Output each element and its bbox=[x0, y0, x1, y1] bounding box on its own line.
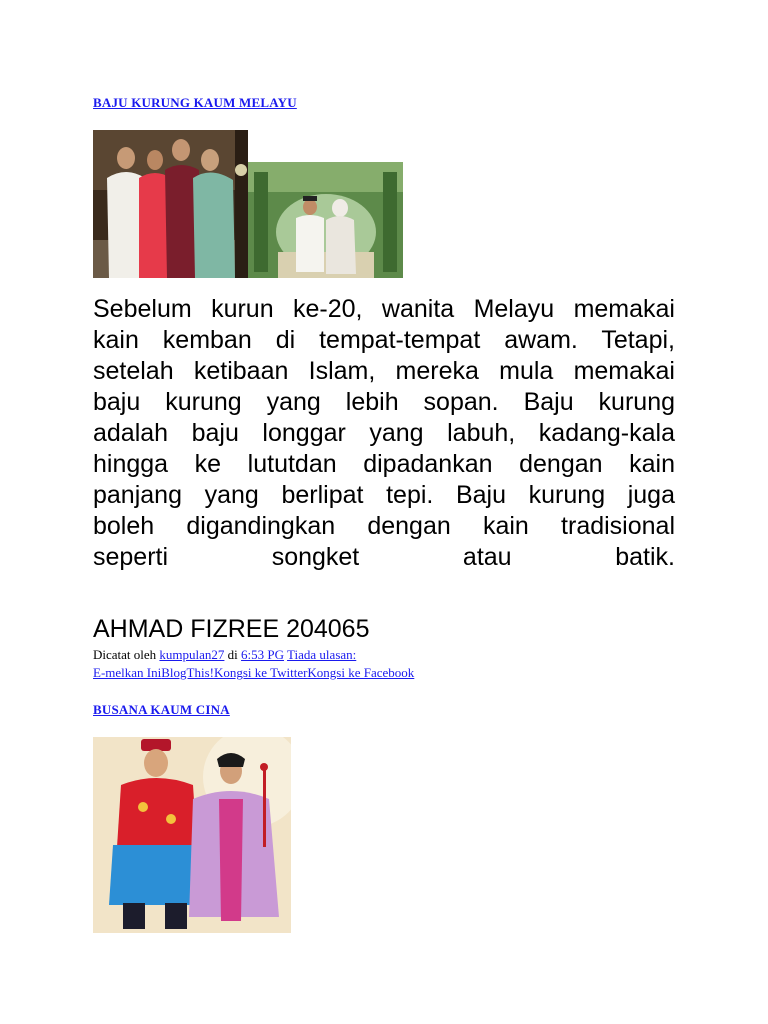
heading-busana-cina[interactable]: BUSANA KAUM CINA bbox=[93, 702, 230, 717]
paragraph-line: Sebelum kurun ke-20, wanita Melayu memakai bbox=[93, 295, 675, 323]
paragraph-line: adalah baju longgar yang labuh, kadang-kala bbox=[93, 419, 675, 447]
at-label: di bbox=[227, 647, 238, 662]
author-link[interactable]: kumpulan27 bbox=[159, 647, 225, 662]
paragraph-line: seperti songket atau batik. bbox=[93, 543, 675, 571]
photo-wedding-couple bbox=[248, 162, 403, 278]
paragraph-line: boleh digandingkan dengan kain tradisional bbox=[93, 512, 675, 540]
posted-by-label: Dicatat oleh bbox=[93, 647, 157, 662]
author-name: AHMAD FIZREE 204065 bbox=[93, 615, 370, 643]
comments-link[interactable]: Tiada ulasan: bbox=[287, 647, 357, 662]
paragraph-line: setelah ketibaan Islam, mereka mula memakai bbox=[93, 357, 675, 385]
paragraph-line: hingga ke lututdan dipadankan dengan kain bbox=[93, 450, 675, 478]
share-blogthis-link[interactable]: BlogThis! bbox=[161, 665, 214, 680]
photo-chinese-attire bbox=[93, 737, 291, 933]
heading-baju-kurung[interactable]: BAJU KURUNG KAUM MELAYU bbox=[93, 95, 297, 110]
paragraph-line: panjang yang berlipat tepi. Baju kurung juga bbox=[93, 481, 675, 509]
share-email-link[interactable]: E-melkan Ini bbox=[93, 665, 162, 680]
post-meta bbox=[93, 646, 356, 663]
paragraph-line: baju kurung yang lebih sopan. Baju kurung bbox=[93, 388, 675, 416]
share-links bbox=[93, 664, 414, 681]
photo-women-baju-kurung bbox=[93, 130, 248, 278]
body-paragraph bbox=[93, 294, 675, 573]
share-facebook-link[interactable]: Kongsi ke Facebook bbox=[307, 665, 415, 680]
paragraph-line: kain kemban di tempat-tempat awam. Tetapi, bbox=[93, 326, 675, 354]
time-link[interactable]: 6:53 PG bbox=[241, 647, 285, 662]
share-twitter-link[interactable]: Kongsi ke Twitter bbox=[213, 665, 308, 680]
